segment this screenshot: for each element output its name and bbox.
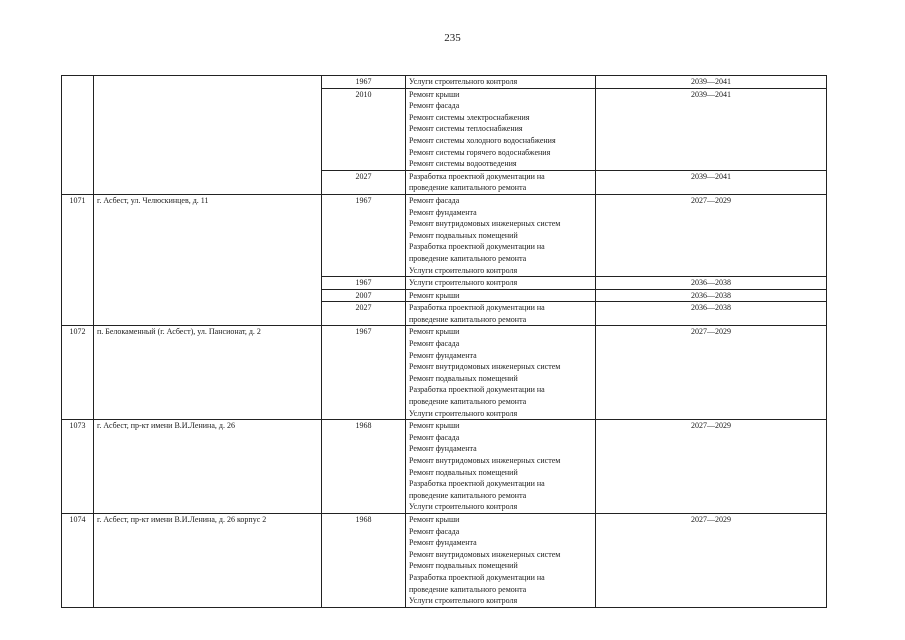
work-item: Ремонт фасада: [409, 101, 460, 111]
work-types-cell: [406, 420, 596, 514]
year-cell: 2027: [322, 170, 406, 194]
work-item: Ремонт системы водоотведения: [409, 159, 517, 169]
year-cell: 1967: [322, 76, 406, 89]
building-address: г. Асбест, ул. Челюскинцев, д. 11: [94, 194, 322, 326]
work-item: Разработка проектной документации на: [409, 385, 545, 395]
building-address: г. Асбест, пр-кт имени В.И.Ленина, д. 26 корпус 2: [94, 513, 322, 607]
work-item: Услуги строительного контроля: [409, 265, 518, 275]
work-item: Ремонт фундамента: [409, 538, 477, 548]
work-item: Разработка проектной документации на: [409, 479, 545, 489]
table-row: [62, 326, 827, 420]
work-types-cell: [406, 76, 596, 89]
work-item: Разработка проектной документации на: [409, 242, 545, 252]
work-item: проведение капитального ремонта: [409, 490, 527, 500]
work-types-cell: [406, 170, 596, 194]
planned-period-cell: 2027—2029: [596, 513, 827, 607]
building-number: 1074: [62, 513, 94, 607]
work-types-cell: [406, 302, 596, 326]
work-item: Разработка проектной документации на: [409, 572, 545, 582]
work-types-cell: [406, 289, 596, 302]
work-item: Ремонт внутридомовых инженерных систем: [409, 362, 561, 372]
building-address: г. Асбест, пр-кт имени В.И.Ленина, д. 26: [94, 420, 322, 514]
building-number: 1072: [62, 326, 94, 420]
work-item: Ремонт системы холодного водоснабжения: [409, 135, 556, 145]
work-item: Услуги строительного контроля: [409, 596, 518, 606]
planned-period-cell: 2036—2038: [596, 289, 827, 302]
work-item: Услуги строительного контроля: [409, 408, 518, 418]
work-item: Ремонт подвальных помещений: [409, 230, 518, 240]
table-row: [62, 420, 827, 514]
work-item: проведение капитального ремонта: [409, 584, 527, 594]
year-cell: 2007: [322, 289, 406, 302]
work-item: Ремонт системы теплоснабжения: [409, 124, 523, 134]
work-item: Ремонт крыши: [409, 514, 460, 524]
work-item: Разработка проектной документации на: [409, 171, 545, 181]
work-item: Услуги строительного контроля: [409, 77, 518, 86]
work-item: Ремонт фасада: [409, 339, 460, 349]
table-body: [62, 76, 827, 608]
work-types-cell: [406, 513, 596, 607]
work-item: Ремонт фасада: [409, 526, 460, 536]
work-item: Услуги строительного контроля: [409, 502, 518, 512]
work-item: Ремонт фундамента: [409, 207, 477, 217]
work-item: Ремонт фундамента: [409, 350, 477, 360]
year-cell: 1967: [322, 326, 406, 420]
year-cell: 1968: [322, 420, 406, 514]
planned-period-cell: 2027—2029: [596, 326, 827, 420]
work-item: Ремонт системы горячего водоснабжения: [409, 147, 551, 157]
work-item: проведение капитального ремонта: [409, 253, 527, 263]
work-types-cell: [406, 326, 596, 420]
planned-period-cell: 2027—2029: [596, 420, 827, 514]
work-item: проведение капитального ремонта: [409, 183, 527, 193]
work-item: Разработка проектной документации на: [409, 303, 545, 313]
work-item: Ремонт фундамента: [409, 444, 477, 454]
work-item: Ремонт внутридомовых инженерных систем: [409, 549, 561, 559]
work-item: проведение капитального ремонта: [409, 397, 527, 407]
year-cell: 1968: [322, 513, 406, 607]
table-row: [62, 194, 827, 276]
work-item: проведение капитального ремонта: [409, 314, 527, 324]
work-item: Ремонт подвальных помещений: [409, 373, 518, 383]
page-number: 235: [444, 32, 461, 44]
work-item: Ремонт системы электроснабжения: [409, 112, 530, 122]
work-item: Ремонт крыши: [409, 327, 460, 337]
planned-period-cell: 2039—2041: [596, 170, 827, 194]
work-item: Ремонт крыши: [409, 290, 460, 300]
building-number: [62, 76, 94, 195]
planned-period-cell: 2027—2029: [596, 194, 827, 276]
work-item: Ремонт внутридомовых инженерных систем: [409, 219, 561, 229]
work-types-cell: [406, 88, 596, 170]
building-address: [94, 76, 322, 195]
year-cell: 2010: [322, 88, 406, 170]
work-item: Услуги строительного контроля: [409, 278, 518, 288]
building-number: 1073: [62, 420, 94, 514]
building-number: 1071: [62, 194, 94, 326]
table-row: [62, 76, 827, 89]
work-item: Ремонт фасада: [409, 432, 460, 442]
work-item: Ремонт внутридомовых инженерных систем: [409, 456, 561, 465]
work-types-cell: [406, 194, 596, 276]
planned-period-cell: 2039—2041: [596, 76, 827, 89]
capital-repair-table: [61, 75, 827, 608]
year-cell: 2027: [322, 302, 406, 326]
work-item: Ремонт подвальных помещений: [409, 467, 518, 477]
work-item: Ремонт крыши: [409, 421, 460, 431]
work-item: Ремонт подвальных помещений: [409, 561, 518, 571]
planned-period-cell: 2036—2038: [596, 277, 827, 290]
work-item: Ремонт фасада: [409, 195, 460, 205]
work-item: Ремонт крыши: [409, 89, 460, 99]
planned-period-cell: 2039—2041: [596, 88, 827, 170]
planned-period-cell: 2036—2038: [596, 302, 827, 326]
year-cell: 1967: [322, 194, 406, 276]
work-types-cell: [406, 277, 596, 290]
building-address: п. Белокаменный (г. Асбест), ул. Пансионат, д. 2: [94, 326, 322, 420]
table-row: [62, 513, 827, 607]
year-cell: 1967: [322, 277, 406, 290]
